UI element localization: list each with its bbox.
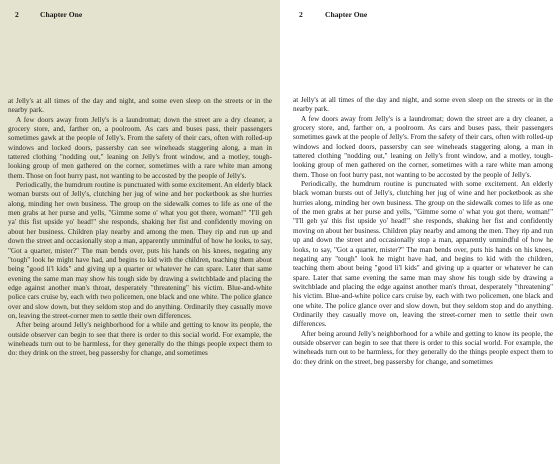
paragraph: After being around Jelly's neighborhood for a while and getting to know its people, the outside observer can begin to see that there is order to this social world. For example, the wineheads turn out to be harmless, for they generally do the things people expect them to do: they drink on the street, beg passersby for change, and sometimes: [8, 321, 272, 358]
paragraph: After being around Jelly's neighborhood for a while and getting to know its people, the outside observer can begin to see that there is order to this social world. For example, the wineheads turn out to be harmless, for they generally do the things people expect them to do: they drink on the street, beg passersby for change, and sometimes: [293, 329, 553, 366]
scanned-page-cleaned: [280, 0, 560, 464]
running-head: [8, 0, 272, 22]
page-number: 2: [15, 10, 19, 19]
top-margin-space: [293, 22, 553, 96]
paragraph: at Jelly's at all times of the day and night, and some even sleep on the streets or in the nearby park.: [293, 96, 553, 114]
chapter-title: Chapter One: [325, 10, 368, 19]
paragraph: A few doors away from Jelly's is a laundromat; down the street are a dry cleaner, a grocery store, and, farther on, a poolroom. As cars and buses pass, their passengers sometimes gawk at the people of Jelly's. From the safety of their cars, often with rolled-up windows and locked doors, passersby can see wineheads staggering along, a man in tattered clothing "nodding out," leaning on Jelly's front window, and a motley, tough-looking group of men gathered on the corner, sometimes with a rare white man among them. Those on foot hurry past, not wanting to be accosted by the people of Jelly's.: [8, 115, 272, 180]
chapter-title: Chapter One: [40, 10, 83, 19]
page-number: 2: [299, 10, 303, 19]
body-text: [8, 97, 272, 359]
paragraph: at Jelly's at all times of the day and night, and some even sleep on the streets or in the nearby park.: [8, 97, 272, 115]
paragraph: Periodically, the humdrum routine is punctuated with some excitement. An elderly black woman bursts out of Jelly's, clutching her jug of wine and her pocketbook as she hurries along, minding her own business. The group on the sidewalk comes to life as one of the men grabs at her purse and yells, "Gimme some o' what you got there, woman!" "I'll geh ya' this fist upside yo' head!" she responds, shaking her fist and confidently moving on about her business. Children play nearby and among the men. They rip and run up and down the street and occasionally stop a man, apparently unmindful of how he looks, to say, "Got a quarter, mister?" The man bends over, puts his hands on his knees, negating any "tough" look he might have had, and begins to kid with the children, teaching them about being "good li'l kids" and giving up a quarter or whatever he can spare. Later that same evening the same man may show his tough side by drawing a switchblade and placing the edge against another man's throat, desperately "threatening" his victim. Blue-and-white police cars cruise by, each with two policemen, one black and one white. The police glance over and slow down, but they seldom stop and do anything. Ordinarily they casually move on, leaving the street-corner men to settle their own differences.: [293, 180, 553, 329]
paragraph: A few doors away from Jelly's is a laundromat; down the street are a dry cleaner, a grocery store, and, farther on, a poolroom. As cars and buses pass, their passengers sometimes gawk at the people of Jelly's. From the safety of their cars, often with rolled-up windows and locked doors, passersby can see wineheads staggering along, a man in tattered clothing "nodding out," leaning on Jelly's front window, and a motley, tough-looking group of men gathered on the corner, sometimes with a rare white man among them. Those on foot hurry past, not wanting to be accosted by the people of Jelly's.: [293, 114, 553, 179]
paragraph: Periodically, the humdrum routine is punctuated with some excitement. An elderly black woman bursts out of Jelly's, clutching her jug of wine and her pocketbook as she hurries along, minding her own business. The group on the sidewalk comes to life as one of the men grabs at her purse and yells, "Gimme some o' what you got there, woman!" "I'll geh ya' this fist upside yo' head!" she responds, shaking her fist and confidently moving on about her business. Children play nearby and among the men. They rip and run up and down the street and occasionally stop a man, apparently unmindful of how he looks, to say, "Got a quarter, mister?" The man bends over, puts his hands on his knees, negating any "tough" look he might have had, and begins to kid with the children, teaching them about being "good li'l kids" and giving up a quarter or whatever he can spare. Later that same evening the same man may show his tough side by drawing a switchblade and placing the edge against another man's throat, desperately "threatening" his victim. Blue-and-white police cars cruise by, each with two policemen, one black and one white. The police glance over and slow down, but they seldom stop and do anything. Ordinarily they casually move on, leaving the street-corner men to settle their own differences.: [8, 181, 272, 320]
running-head: [293, 0, 553, 22]
body-text: [293, 96, 553, 367]
top-margin-space: [8, 22, 272, 97]
